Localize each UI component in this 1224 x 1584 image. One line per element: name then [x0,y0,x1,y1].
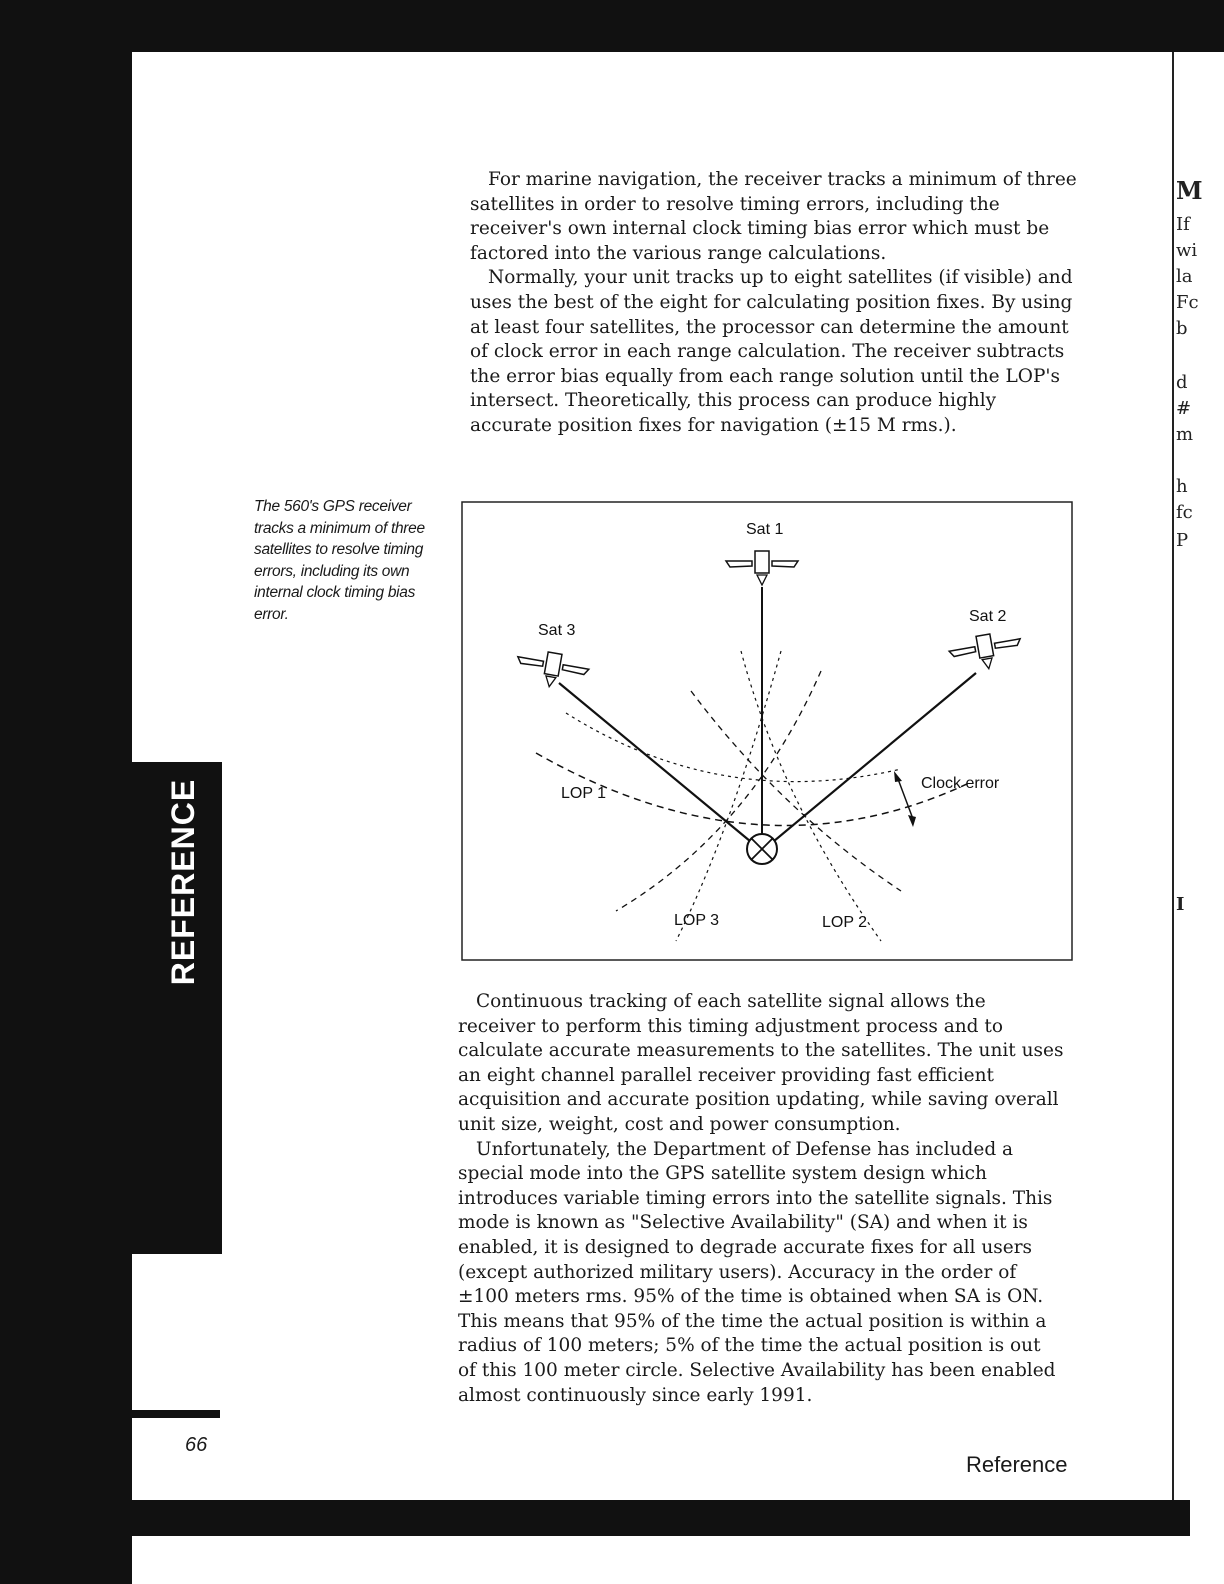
edge-fragment: # [1176,398,1192,419]
edge-fragment: P [1176,530,1189,551]
figure-caption: The 560's GPS receiver tracks a minimum of three satellites to resolve timing errors, including its own internal clock timing bias error. [254,498,425,623]
edge-fragment: la [1176,266,1193,287]
scan-border-top [0,0,1224,52]
edge-fragment: h [1176,476,1188,497]
gps-diagram [461,501,1073,961]
paragraph: Normally, your unit tracks up to eight satellites (if visible) and uses the best of the eight for calculating position fixes. By using at least four satellites, the processor can determine the amount of clock error in each range calculation. The receiver subtracts the error bias equally from each range solution until the LOP's intersect. Theoretically, this process can produce highly accurate position fixes for navigation (±15 M rms.). [470,267,1073,436]
body-text-bottom [458,990,1064,1408]
lop-2-label: LOP 2 [822,914,868,931]
footer-rule [132,1410,220,1418]
page-number: 66 [185,1434,208,1456]
edge-fragment: fc [1176,502,1193,523]
lop-1-label: LOP 1 [561,785,607,802]
edge-fragment: Fc [1176,292,1199,313]
edge-fragment: I [1176,894,1185,915]
paragraph: Unfortunately, the Department of Defense has included a special mode into the GPS satellite system design which introduces variable timing errors into the satellite signals. This mode is known as "Selective Availability" (SA) and when it is enabled, it is designed to degrade accurate fixes for all users (except authorized military users). Accuracy in the order of ±100 meters rms. 95% of the time is obtained when SA is ON. This means that 95% of the time the actual position is within a radius of 100 meters; 5% of the time the actual position is out of this 100 meter circle. Selective Availability has been enabled almost continuously since early 1991. [458,1138,1056,1406]
body-text-top [470,168,1082,439]
lop-3-label: LOP 3 [674,912,720,929]
paragraph: For marine navigation, the receiver tracks a minimum of three satellites in order to resolve timing errors, including the receiver's own internal clock timing bias error which must be factored into the various range calculations. [470,169,1077,264]
edge-fragment: m [1176,424,1194,445]
clock-error-label: Clock error [921,775,1000,792]
footer-section-label: Reference [966,1452,1068,1477]
edge-fragment: wi [1176,240,1198,261]
sat-1-label: Sat 1 [746,521,784,538]
edge-fragment: If [1176,214,1190,235]
sat-2-label: Sat 2 [969,608,1007,625]
scan-border-bottom [0,1500,1190,1536]
paragraph: Continuous tracking of each satellite signal allows the receiver to perform this timing adjustment process and to calculate accurate measurements to the satellites. The unit uses an eight channel parallel receiver providing fast efficient acquisition and accurate position updating, while saving overall unit size, weight, cost and power consumption. [458,991,1064,1135]
scan-border-left [0,0,132,1584]
sat-3-label: Sat 3 [538,622,576,639]
edge-fragment: M [1176,176,1203,205]
edge-fragment: d [1176,372,1188,393]
section-tab-label: REFERENCE [165,778,201,986]
edge-fragment: b [1176,318,1188,339]
